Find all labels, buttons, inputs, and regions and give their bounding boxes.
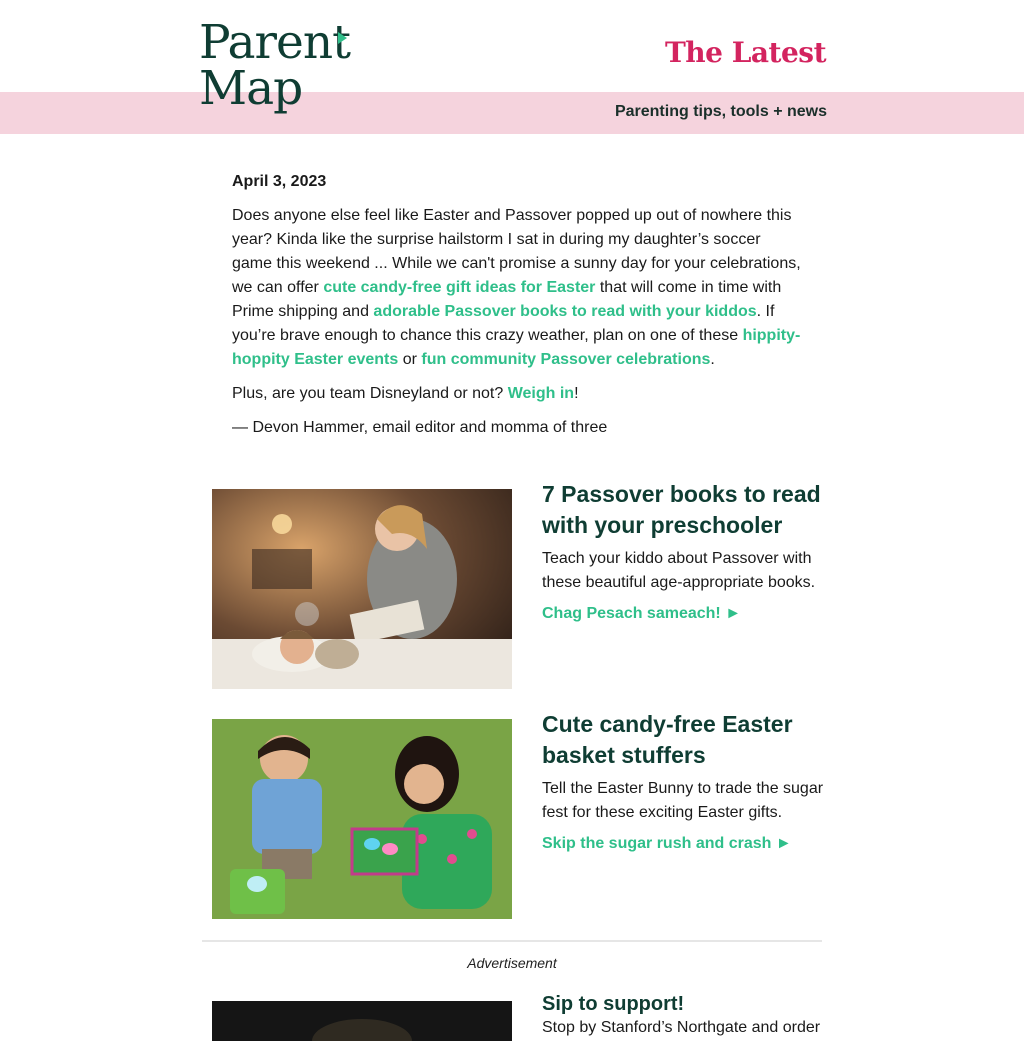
logo-play-icon [338,32,347,44]
article-cta-link[interactable]: Skip the sugar rush and crash ► [542,835,792,852]
tagline-band [0,92,1024,134]
article-card [212,711,824,919]
ad-title[interactable]: Sip to support! [542,993,685,1015]
article-image-bedtime-reading[interactable] [212,489,512,689]
article-text [542,479,824,623]
signoff: — Devon Hammer, email editor and momma of three [232,419,608,436]
intro-text: Does anyone else feel like Easter and Passover popped up out of nowhere this year? Kinda like the surprise hailstorm I sat in during my daughter’s soccer game this weekend ... While we can't promise a sunny day for your celebrations, we can offer [232,207,801,296]
article-description: Tell the Easter Bunny to trade the sugar fest for these exciting Easter gifts. [542,780,824,821]
intro-text: ! [574,385,579,402]
article-cta-link[interactable]: Chag Pesach sameach! ► [542,605,742,622]
article-title[interactable]: 7 Passover books to read with your preschooler [542,481,821,538]
section-divider [202,940,822,942]
disneyland-paragraph [232,382,802,406]
link-easter-events[interactable]: hippity-hoppity Easter events [232,327,801,368]
link-passover-celebrations[interactable]: fun community Passover celebrations [421,351,711,368]
intro-text: . [710,351,715,368]
intro-text: . If you’re brave enough to chance this crazy weather, plan on one of these [232,303,775,344]
tagline: Parenting tips, tools + news [614,103,827,120]
ad-image[interactable] [212,1001,512,1041]
logo-line1: Parent [199,15,350,70]
article-text [542,709,824,853]
link-weigh-in[interactable]: Weigh in [507,385,575,402]
section-title: The Latest [664,36,826,69]
intro-text: that will come in time with Prime shipping and [232,279,782,320]
intro-text: Plus, are you team Disneyland or not? [232,385,508,402]
ad-description: Stop by Stanford’s Northgate and order [542,1019,821,1036]
intro-paragraph [232,204,802,372]
article-description: Teach your kiddo about Passover with these beautiful age-appropriate books. [542,550,816,591]
article-card [212,481,824,689]
intro-letter [232,170,802,450]
parentmap-logo[interactable] [199,15,359,128]
link-easter-gifts[interactable]: cute candy-free gift ideas for Easter [323,279,596,296]
logo-line2: Map [199,61,303,116]
article-title[interactable]: Cute candy-free Easter basket stuffers [542,711,793,768]
advertisement-label: Advertisement [467,955,557,971]
ad-text [542,991,824,1039]
intro-text: or [398,351,422,368]
link-passover-books[interactable]: adorable Passover books to read with your kiddos [373,303,757,320]
issue-date: April 3, 2023 [232,173,327,190]
article-image-easter-egg-hunt[interactable] [212,719,512,919]
